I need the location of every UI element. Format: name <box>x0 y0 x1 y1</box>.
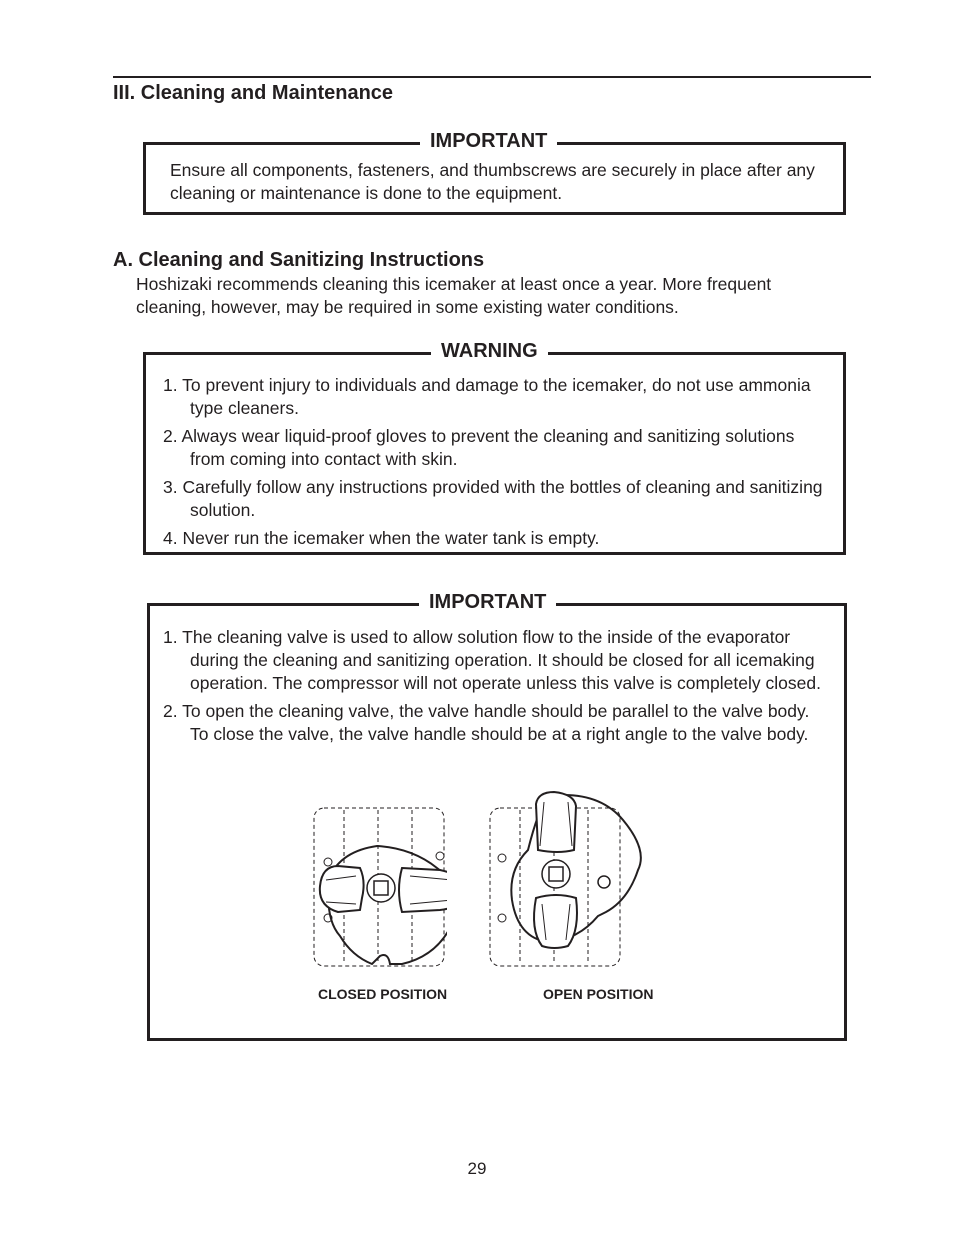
important-item-1: 1. The cleaning valve is used to allow solution flow to the inside of the evaporator during the cleaning and sanitizing operation. It should be closed for all icemaking operation. The compressor will not operate unless this valve is completely closed. <box>163 627 821 693</box>
warning-list <box>163 374 823 555</box>
important-box-2 <box>147 591 847 1041</box>
closed-position-caption: CLOSED POSITION <box>318 986 448 1002</box>
open-valve-diagram <box>488 790 648 970</box>
important-box-1 <box>143 130 846 215</box>
section-title: III. Cleaning and Maintenance <box>113 82 394 104</box>
intro-paragraph: Hoshizaki recommends cleaning this icemaker at least once a year. More frequent cleaning, however, may be required in some existing water conditions. <box>136 274 772 317</box>
subsection-title: A. Cleaning and Sanitizing Instructions <box>113 249 485 271</box>
warning-box <box>143 340 846 555</box>
top-rule <box>113 76 871 78</box>
warning-item-1: 1. To prevent injury to individuals and damage to the icemaker, do not use ammonia type cleaners. <box>163 375 811 418</box>
warning-item-2: 2. Always wear liquid-proof gloves to prevent the cleaning and sanitizing solutions from coming into contact with skin. <box>163 426 795 469</box>
open-position-caption: OPEN POSITION <box>543 986 654 1002</box>
warning-item-3: 3. Carefully follow any instructions provided with the bottles of cleaning and sanitizing solution. <box>163 477 823 520</box>
important-item-2: 2. To open the cleaning valve, the valve handle should be parallel to the valve body. To close the valve, the valve handle should be at a right angle to the valve body. <box>163 701 810 744</box>
closed-valve-diagram <box>312 806 447 971</box>
important-box-1-text: Ensure all components, fasteners, and thumbscrews are securely in place after any cleaning or maintenance is done to the equipment. <box>170 160 815 203</box>
page-number: 29 <box>467 1159 487 1178</box>
warning-item-4: 4. Never run the icemaker when the water tank is empty. <box>163 528 600 548</box>
important-box-1-title: IMPORTANT <box>420 127 557 155</box>
important-box-2-title: IMPORTANT <box>419 588 556 616</box>
important-list <box>163 626 823 751</box>
warning-box-title: WARNING <box>431 337 548 365</box>
